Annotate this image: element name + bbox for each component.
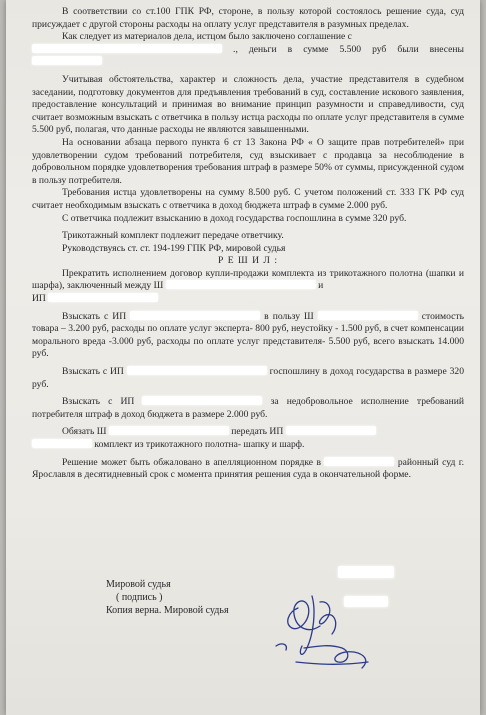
recover-text-rest: стоимость товара – 3.200 руб, расходы по оплате услуг эксперта- 800 руб, неустойку - 1.500 руб, в счет компенсации морального вреда -3.000 руб, расходы по оплате услуг представителя- 5.500 руб, всего взыскать 14.000 руб. — [32, 310, 464, 360]
redacted-name — [109, 426, 229, 435]
paragraph-appeal — [32, 457, 464, 482]
oblige-end: комплект из трикотажного полотна- шапку и шарф. — [94, 439, 305, 450]
redacted-name — [32, 439, 92, 448]
recover-fine-start: Взыскать с ИП — [62, 396, 135, 408]
appeal-end: районный суд г. Ярославля в десятидневный срок с момента принятия решения суда в окончательной форме. — [32, 456, 465, 481]
redacted-judge-name — [338, 566, 394, 578]
appeal-start: Решение может быть обжаловано в апелляционном порядке в — [62, 456, 321, 468]
redacted-name — [127, 366, 267, 375]
terminate-ip: ИП — [32, 293, 46, 305]
paragraph-state-fee: С ответчика подлежит взысканию в доход государства госпошлина в сумме 320 руб. — [62, 212, 407, 224]
oblige-mid: передать ИП — [231, 426, 284, 438]
redacted-name — [286, 426, 376, 435]
paragraph-goods-return: Трикотажный комплект подлежит передаче ответчику. — [62, 230, 284, 242]
paragraph-guided-by: Руководствуясь ст. ст. 194-199 ГПК РФ, мировой судья — [62, 242, 286, 254]
recover-text-start: Взыскать с ИП — [62, 310, 127, 322]
paragraph-recover-fine — [32, 396, 464, 421]
redacted-name — [324, 457, 394, 466]
recover-fine-end: за недобровольное исполнение требований потребителя штраф в доход бюджета в размере 2.000 руб. — [32, 396, 464, 420]
paragraph-fine: Требования истца удовлетворены на сумму 8.500 руб. С учетом положений ст. 333 ГК РФ суд считает необходимым взыскать с ответчика в доход бюджета штраф в сумме 2.000 руб. — [32, 187, 464, 211]
redacted-name — [142, 396, 262, 405]
agreement-text-end: ., деньги в сумме 5.500 руб были внесены — [233, 43, 464, 55]
handwritten-signature — [268, 588, 388, 678]
document-body — [32, 6, 464, 482]
recover-fee-end: госпошлину в доход государства в размере 320 руб. — [32, 366, 464, 390]
judge-title: Мировой судья — [106, 579, 171, 590]
paragraph-recover-fee — [32, 366, 464, 391]
paragraph-terminate-contract — [32, 268, 464, 306]
redacted-name — [318, 311, 418, 320]
redacted-name — [166, 280, 316, 289]
terminate-and: и — [318, 280, 324, 292]
document-page — [6, 0, 480, 715]
paragraph-agreement — [32, 31, 464, 69]
redacted-name — [48, 293, 158, 302]
copy-certified: Копия верна. Мировой судья — [106, 605, 229, 616]
paragraph-art100: В соответствии со ст.100 ГПК РФ, стороне, в пользу которой состоялось решение суда, суд присуждает с другой стороны расходы на оплату услуг представителя в разумных пределах. — [32, 6, 464, 30]
recover-fee-start: Взыскать с ИП — [62, 366, 124, 378]
terminate-text: Прекратить исполнением договор купли-продажи комплекта из трикотажного полотна (шапки и шарфа), заключенный между Ш — [32, 267, 464, 292]
redacted-name — [130, 311, 260, 320]
paragraph-recover-main — [32, 311, 464, 361]
resolved-heading: Р Е Ш И Л : — [218, 255, 278, 267]
recover-text-mid: в пользу Ш — [264, 310, 314, 322]
paragraph-consumer-law: На основании абзаца первого пункта 6 ст 13 Закона РФ « О защите прав потребителей» при удовлетворении судом требований потребителя, суд взыскивает с продавца за несоблюдение в добровольном порядке удовлетворения требования штраф в размере 50% от суммы, присужденной судом в пользу потребителя. — [32, 136, 464, 186]
oblige-start: Обязать Ш — [62, 426, 107, 438]
redacted-name — [32, 44, 222, 53]
redacted-name — [32, 56, 102, 65]
signature-placeholder: ( подпись ) — [116, 592, 163, 603]
paragraph-oblige — [32, 426, 464, 451]
signature-block — [106, 578, 229, 617]
agreement-text-start: Как следует из материалов дела, истцом было заключено соглашение с — [62, 31, 352, 43]
paragraph-circumstances: Учитывая обстоятельства, характер и сложность дела, участие представителя в судебном заседании, подготовку документов для предъявления требований в суд, составление искового заявления, предоставление консультаций и принимая во внимание принцип разумности и справедливости, суд считает возможным взыскать с ответчика в пользу истца расходы по оплате услуг представителя в сумме 5.500 руб, полагая, что данные расходы не являются завышенными. — [32, 73, 464, 136]
